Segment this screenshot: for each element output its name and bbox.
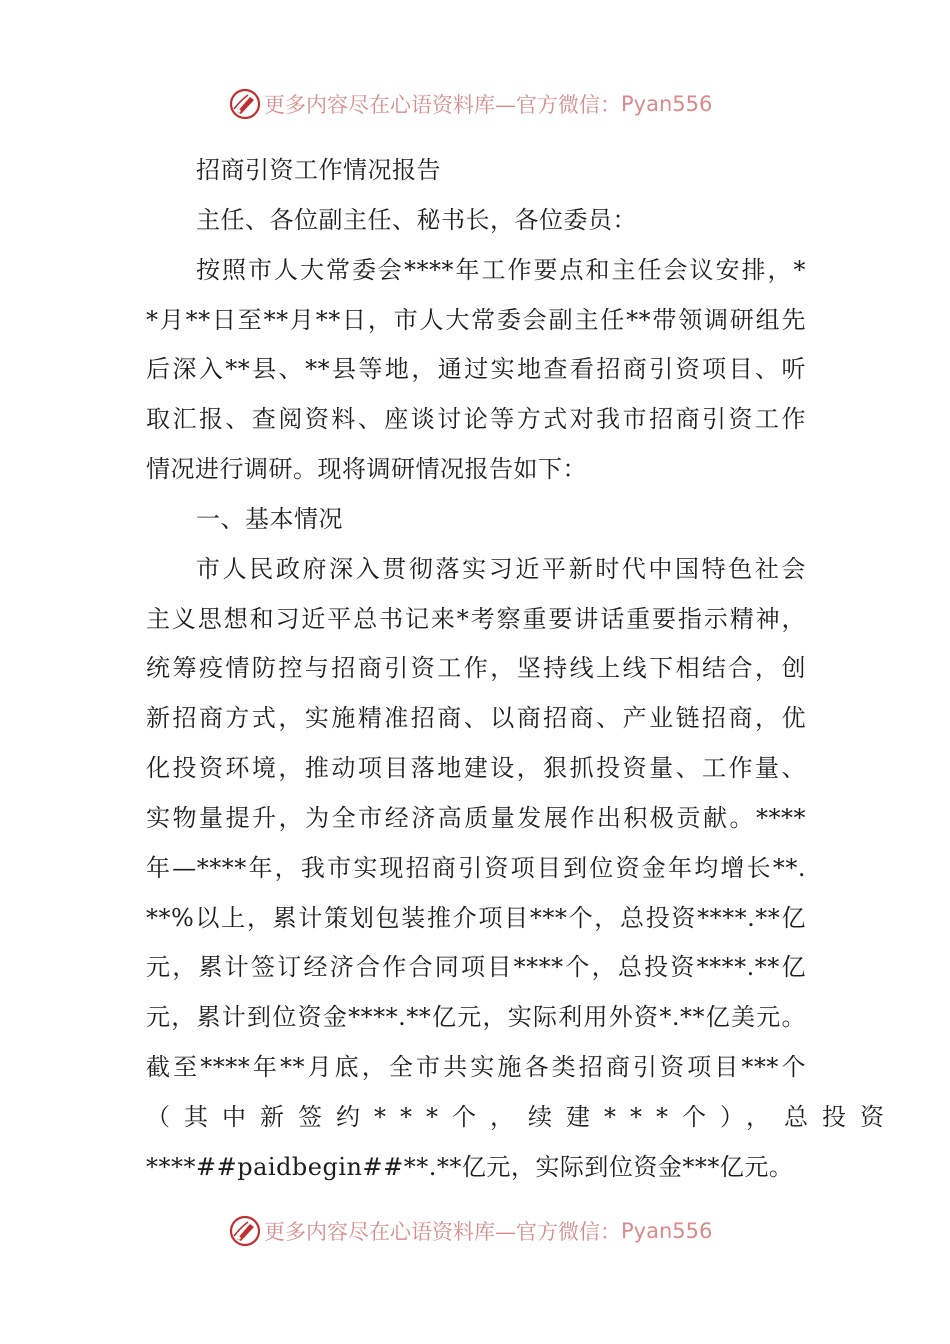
body-line: 市人民政府深入贯彻落实习近平新时代中国特色社会 — [196, 555, 806, 583]
watermark-text: 更多内容尽在心语资料库—官方微信： — [264, 1220, 621, 1244]
intro-line: 后深入**县、**县等地，通过实地查看招商引资项目、听 — [146, 355, 806, 383]
body-line: 元，累计到位资金****.**亿元，实际利用外资*.**亿美元。 — [146, 1003, 806, 1031]
pen-nib-logo-icon — [228, 87, 262, 121]
section-heading: 一、基本情况 — [196, 505, 343, 533]
pen-nib-logo-icon — [228, 1214, 262, 1248]
salutation: 主任、各位副主任、秘书长，各位委员： — [196, 206, 637, 234]
body-line: **%以上，累计策划包装推介项目***个，总投资****.**亿 — [146, 904, 806, 932]
intro-line: 按照市人大常委会****年工作要点和主任会议安排，* — [196, 256, 806, 284]
body-line: 化投资环境，推动项目落地建设，狠抓投资量、工作量、 — [146, 754, 806, 782]
body-line: 年—****年，我市实现招商引资项目到位资金年均增长**. — [146, 854, 806, 882]
body-line: 主义思想和习近平总书记来*考察重要讲话重要指示精神， — [146, 605, 806, 633]
document-title: 招商引资工作情况报告 — [196, 156, 441, 184]
intro-line: 取汇报、查阅资料、座谈讨论等方式对我市招商引资工作 — [146, 405, 806, 433]
intro-line: 情况进行调研。现将调研情况报告如下： — [146, 455, 587, 483]
watermark-wechat-id: Pyan556 — [621, 1219, 713, 1243]
body-line: （其中新签约***个，续建***个），总投资 — [146, 1103, 898, 1131]
body-line: 截至****年**月底，全市共实施各类招商引资项目***个 — [146, 1053, 806, 1081]
watermark-wechat-id: Pyan556 — [621, 92, 713, 116]
body-line: ****##paidbegin##**.**亿元，实际到位资金***亿元。 — [146, 1153, 794, 1181]
body-line: 统筹疫情防控与招商引资工作，坚持线上线下相结合，创 — [146, 654, 806, 682]
intro-line: *月**日至**月**日，市人大常委会副主任**带领调研组先 — [146, 306, 806, 334]
watermark-text: 更多内容尽在心语资料库—官方微信： — [264, 93, 621, 117]
footer-watermark-banner — [228, 1211, 748, 1251]
body-line: 元，累计签订经济合作合同项目****个，总投资****.**亿 — [146, 953, 806, 981]
body-line: 新招商方式，实施精准招商、以商招商、产业链招商，优 — [146, 704, 806, 732]
body-line: 实物量提升，为全市经济高质量发展作出积极贡献。**** — [146, 804, 806, 832]
header-watermark-banner — [228, 84, 748, 124]
